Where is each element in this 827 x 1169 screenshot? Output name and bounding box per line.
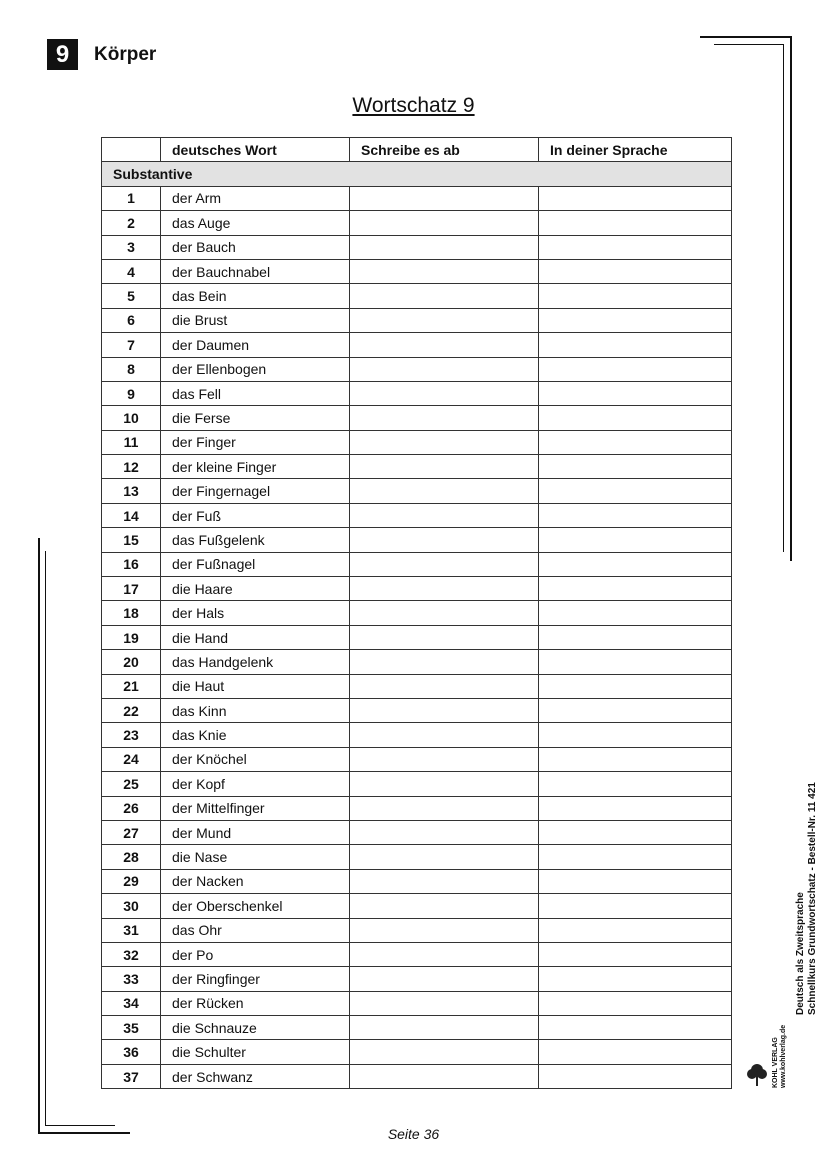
own-language-cell[interactable] [539, 820, 732, 844]
german-word: der Kopf [161, 772, 350, 796]
table-row [102, 991, 732, 1015]
copy-cell[interactable] [350, 455, 539, 479]
table-row [102, 577, 732, 601]
german-word: der Ellenbogen [161, 357, 350, 381]
german-word: das Handgelenk [161, 650, 350, 674]
german-word: der Finger [161, 430, 350, 454]
row-number: 36 [102, 1040, 161, 1064]
copy-cell[interactable] [350, 625, 539, 649]
german-word: der Po [161, 942, 350, 966]
copy-cell[interactable] [350, 1064, 539, 1088]
frame-line-top-inner [714, 44, 784, 45]
section-label: Substantive [102, 162, 732, 186]
own-language-cell[interactable] [539, 577, 732, 601]
german-word: die Schulter [161, 1040, 350, 1064]
publisher-logo [746, 1020, 796, 1088]
copy-cell[interactable] [350, 381, 539, 405]
own-language-cell[interactable] [539, 650, 732, 674]
copy-cell[interactable] [350, 845, 539, 869]
table-row [102, 894, 732, 918]
copy-cell[interactable] [350, 186, 539, 210]
own-language-cell[interactable] [539, 308, 732, 332]
german-word: das Kinn [161, 698, 350, 722]
row-number: 33 [102, 967, 161, 991]
table-row [102, 747, 732, 771]
table-row [102, 942, 732, 966]
own-language-cell[interactable] [539, 1064, 732, 1088]
german-word: der Mund [161, 820, 350, 844]
copy-cell[interactable] [350, 601, 539, 625]
row-number: 25 [102, 772, 161, 796]
copy-cell[interactable] [350, 479, 539, 503]
row-number: 26 [102, 796, 161, 820]
copy-cell[interactable] [350, 1016, 539, 1040]
row-number: 9 [102, 381, 161, 405]
chapter-number-badge: 9 [47, 39, 78, 70]
copy-cell[interactable] [350, 211, 539, 235]
own-language-cell[interactable] [539, 845, 732, 869]
copy-cell[interactable] [350, 967, 539, 991]
table-row [102, 967, 732, 991]
row-number: 22 [102, 698, 161, 722]
table-row [102, 674, 732, 698]
german-word: der Schwanz [161, 1064, 350, 1088]
copy-cell[interactable] [350, 942, 539, 966]
row-number: 6 [102, 308, 161, 332]
german-word: der Bauchnabel [161, 259, 350, 283]
table-row [102, 479, 732, 503]
series-line-1: Deutsch als Zweitsprache [795, 892, 806, 1015]
publisher-name: KOHL VERLAG [772, 1037, 779, 1088]
own-language-cell[interactable] [539, 772, 732, 796]
row-number: 30 [102, 894, 161, 918]
table-row [102, 333, 732, 357]
copy-cell[interactable] [350, 747, 539, 771]
table-row [102, 601, 732, 625]
table-row [102, 1064, 732, 1088]
frame-line-left-inner [45, 551, 46, 1126]
table-row [102, 455, 732, 479]
own-language-cell[interactable] [539, 601, 732, 625]
row-number: 15 [102, 528, 161, 552]
row-number: 7 [102, 333, 161, 357]
german-word: der Nacken [161, 869, 350, 893]
row-number: 34 [102, 991, 161, 1015]
own-language-cell[interactable] [539, 967, 732, 991]
column-header-own-language: In deiner Sprache [539, 138, 732, 162]
own-language-cell[interactable] [539, 552, 732, 576]
copy-cell[interactable] [350, 991, 539, 1015]
row-number: 37 [102, 1064, 161, 1088]
own-language-cell[interactable] [539, 381, 732, 405]
row-number: 11 [102, 430, 161, 454]
german-word: die Hand [161, 625, 350, 649]
copy-cell[interactable] [350, 577, 539, 601]
column-header-number [102, 138, 161, 162]
german-word: das Fell [161, 381, 350, 405]
german-word: der Fußnagel [161, 552, 350, 576]
vocabulary-table [101, 137, 732, 1089]
german-word: die Brust [161, 308, 350, 332]
copy-cell[interactable] [350, 796, 539, 820]
copy-cell[interactable] [350, 235, 539, 259]
german-word: das Auge [161, 211, 350, 235]
german-word: der Mittelfinger [161, 796, 350, 820]
german-word: der Daumen [161, 333, 350, 357]
own-language-cell[interactable] [539, 894, 732, 918]
row-number: 4 [102, 259, 161, 283]
copy-cell[interactable] [350, 918, 539, 942]
table-row [102, 357, 732, 381]
german-word: der Arm [161, 186, 350, 210]
copy-cell[interactable] [350, 503, 539, 527]
copy-cell[interactable] [350, 698, 539, 722]
row-number: 17 [102, 577, 161, 601]
german-word: das Fußgelenk [161, 528, 350, 552]
table-row [102, 308, 732, 332]
row-number: 29 [102, 869, 161, 893]
table-row [102, 503, 732, 527]
table-row [102, 186, 732, 210]
row-number: 23 [102, 723, 161, 747]
row-number: 3 [102, 235, 161, 259]
copy-cell[interactable] [350, 528, 539, 552]
publisher-text [772, 1025, 788, 1088]
frame-line-top-outer [700, 36, 792, 38]
table-row [102, 406, 732, 430]
series-info [795, 782, 819, 1015]
row-number: 12 [102, 455, 161, 479]
frame-line-left-outer [38, 538, 40, 1134]
copy-cell[interactable] [350, 430, 539, 454]
german-word: der Oberschenkel [161, 894, 350, 918]
copy-cell[interactable] [350, 1040, 539, 1064]
own-language-cell[interactable] [539, 284, 732, 308]
german-word: die Nase [161, 845, 350, 869]
own-language-cell[interactable] [539, 698, 732, 722]
german-word: die Haare [161, 577, 350, 601]
copy-cell[interactable] [350, 552, 539, 576]
row-number: 21 [102, 674, 161, 698]
tree-logo-icon [746, 1062, 768, 1088]
copy-cell[interactable] [350, 308, 539, 332]
german-word: der Rücken [161, 991, 350, 1015]
table-row [102, 284, 732, 308]
row-number: 20 [102, 650, 161, 674]
german-word: der Ringfinger [161, 967, 350, 991]
german-word: die Ferse [161, 406, 350, 430]
page-number: Seite 36 [387, 1126, 440, 1142]
own-language-cell[interactable] [539, 406, 732, 430]
column-header-german-word: deutsches Wort [161, 138, 350, 162]
table-row [102, 1040, 732, 1064]
row-number: 10 [102, 406, 161, 430]
own-language-cell[interactable] [539, 211, 732, 235]
copy-cell[interactable] [350, 259, 539, 283]
own-language-cell[interactable] [539, 674, 732, 698]
own-language-cell[interactable] [539, 1016, 732, 1040]
own-language-cell[interactable] [539, 430, 732, 454]
table-row [102, 211, 732, 235]
copy-cell[interactable] [350, 406, 539, 430]
table-row [102, 1016, 732, 1040]
copy-cell[interactable] [350, 650, 539, 674]
table-header-row [102, 138, 732, 162]
own-language-cell[interactable] [539, 479, 732, 503]
own-language-cell[interactable] [539, 723, 732, 747]
german-word: das Knie [161, 723, 350, 747]
own-language-cell[interactable] [539, 1040, 732, 1064]
own-language-cell[interactable] [539, 942, 732, 966]
publisher-url: www.kohlverlag.de [780, 1024, 787, 1088]
table-row [102, 259, 732, 283]
row-number: 35 [102, 1016, 161, 1040]
page-title: Wortschatz 9 [352, 94, 475, 117]
frame-line-right-outer [790, 36, 792, 561]
copy-cell[interactable] [350, 723, 539, 747]
copy-cell[interactable] [350, 894, 539, 918]
own-language-cell[interactable] [539, 625, 732, 649]
table-row [102, 918, 732, 942]
copy-cell[interactable] [350, 357, 539, 381]
table-row [102, 772, 732, 796]
table-row [102, 796, 732, 820]
german-word: der Fingernagel [161, 479, 350, 503]
table-row [102, 820, 732, 844]
copy-cell[interactable] [350, 284, 539, 308]
own-language-cell[interactable] [539, 796, 732, 820]
own-language-cell[interactable] [539, 333, 732, 357]
german-word: der Hals [161, 601, 350, 625]
row-number: 2 [102, 211, 161, 235]
row-number: 24 [102, 747, 161, 771]
table-row [102, 845, 732, 869]
table-row [102, 430, 732, 454]
own-language-cell[interactable] [539, 528, 732, 552]
section-row [102, 162, 732, 186]
column-header-copy: Schreibe es ab [350, 138, 539, 162]
table-row [102, 528, 732, 552]
row-number: 27 [102, 820, 161, 844]
copy-cell[interactable] [350, 772, 539, 796]
table-row [102, 650, 732, 674]
row-number: 8 [102, 357, 161, 381]
series-line-2: Schnellkurs Grundwortschatz - Bestell-Nr. 11 421 [807, 782, 818, 1015]
row-number: 5 [102, 284, 161, 308]
frame-line-right-inner [783, 44, 784, 552]
german-word: der kleine Finger [161, 455, 350, 479]
table-row [102, 381, 732, 405]
row-number: 32 [102, 942, 161, 966]
row-number: 28 [102, 845, 161, 869]
row-number: 19 [102, 625, 161, 649]
german-word: das Ohr [161, 918, 350, 942]
own-language-cell[interactable] [539, 259, 732, 283]
row-number: 16 [102, 552, 161, 576]
table-row [102, 625, 732, 649]
row-number: 18 [102, 601, 161, 625]
table-row [102, 552, 732, 576]
own-language-cell[interactable] [539, 918, 732, 942]
row-number: 1 [102, 186, 161, 210]
german-word: der Bauch [161, 235, 350, 259]
copy-cell[interactable] [350, 820, 539, 844]
table-row [102, 698, 732, 722]
german-word: der Fuß [161, 503, 350, 527]
own-language-cell[interactable] [539, 357, 732, 381]
row-number: 13 [102, 479, 161, 503]
own-language-cell[interactable] [539, 455, 732, 479]
own-language-cell[interactable] [539, 235, 732, 259]
german-word: die Haut [161, 674, 350, 698]
copy-cell[interactable] [350, 869, 539, 893]
own-language-cell[interactable] [539, 186, 732, 210]
german-word: das Bein [161, 284, 350, 308]
german-word: der Knöchel [161, 747, 350, 771]
row-number: 31 [102, 918, 161, 942]
table-row [102, 869, 732, 893]
own-language-cell[interactable] [539, 747, 732, 771]
copy-cell[interactable] [350, 674, 539, 698]
own-language-cell[interactable] [539, 503, 732, 527]
own-language-cell[interactable] [539, 991, 732, 1015]
german-word: die Schnauze [161, 1016, 350, 1040]
table-row [102, 723, 732, 747]
chapter-title: Körper [94, 44, 157, 65]
row-number: 14 [102, 503, 161, 527]
own-language-cell[interactable] [539, 869, 732, 893]
table-row [102, 235, 732, 259]
copy-cell[interactable] [350, 333, 539, 357]
